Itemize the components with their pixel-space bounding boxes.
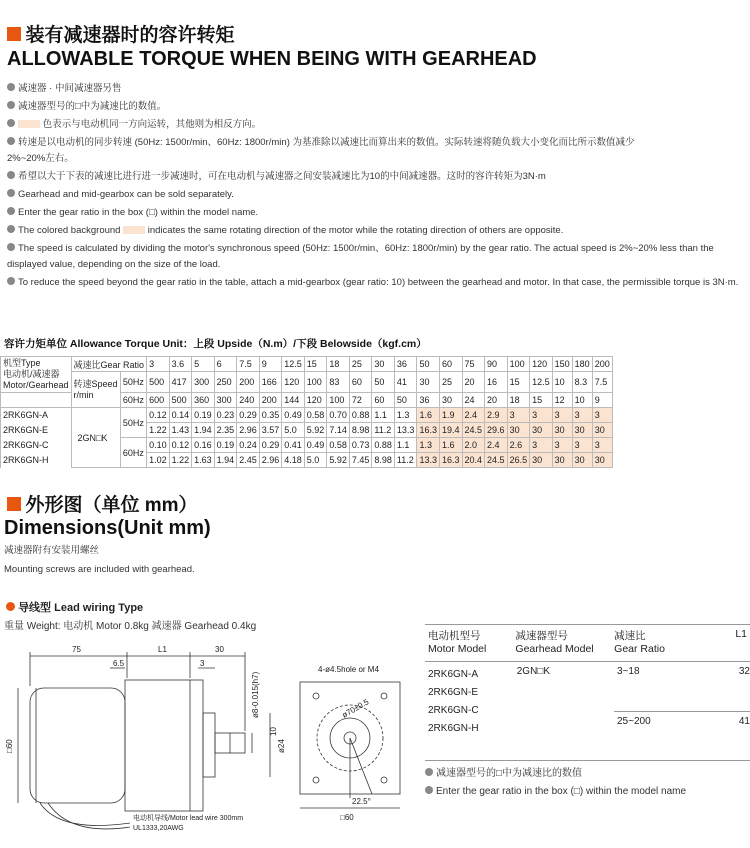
bullet-icon [7, 101, 15, 109]
torque-cell: 2.6 [507, 438, 530, 453]
model-cell: 2RK6GN-A [1, 408, 72, 423]
section2-title-row [7, 490, 198, 517]
ratio-cell: 90 [485, 357, 508, 372]
col-models: 2RK6GN-A 2RK6GN-E 2RK6GN-C 2RK6GN-H [428, 669, 479, 734]
speed-cell: 20 [462, 372, 485, 393]
hdr-ratio: 减速比 Gear Ratio [614, 630, 665, 655]
torque-cell: 1.02 [147, 453, 170, 468]
note-line: 减速器型号的□中为减速比的数值。 [7, 100, 747, 114]
torque-cell: 3 [592, 408, 612, 423]
gearhead-body [125, 680, 203, 811]
note-line: To reduce the speed beyond the gear ratio in the table, attach a mid-gearbox (gear ratio: 10) between the gearhead and motor. In that case, the permissible torque is 3N·m. [7, 276, 747, 290]
dim-shaft: ø8-0.015(h7) [251, 671, 260, 718]
torque-cell: 1.1 [372, 408, 395, 423]
bullet-icon [7, 137, 15, 145]
torque-table-wrap [0, 356, 613, 468]
weight-line: 重量 Weight: 电动机 Motor 0.8kg 减速器 Gearhead 0.4kg [4, 621, 257, 632]
ratio-cell: 9 [259, 357, 282, 372]
speed-cell: 120 [282, 372, 305, 393]
dim-sq60: □60 [340, 813, 354, 822]
torque-cell: 30 [530, 423, 553, 438]
bullet-icon [7, 119, 15, 127]
torque-cell: 3 [572, 438, 592, 453]
torque-cell: 1.9 [439, 408, 462, 423]
ratio-cell: 30 [372, 357, 395, 372]
speed-cell: 18 [507, 393, 530, 408]
ratio-cell: 120 [530, 357, 553, 372]
torque-cell: 0.73 [349, 438, 372, 453]
speed-cell: 24 [462, 393, 485, 408]
dim-l1: L1 [158, 645, 167, 654]
section2-note-en: Mounting screws are included with gearhead. [4, 564, 195, 575]
bullet-icon [425, 768, 433, 776]
section1-title-en: ALLOWABLE TORQUE WHEN BEING WITH GEARHEAD [7, 48, 537, 70]
speed-cell: 10 [552, 372, 572, 393]
torque-cell: 1.3 [394, 408, 417, 423]
torque-cell: 1.6 [417, 408, 440, 423]
torque-cell: 4.18 [282, 453, 305, 468]
torque-cell: 5.92 [327, 453, 350, 468]
torque-cell: 0.23 [214, 408, 237, 423]
torque-cell: 1.63 [192, 453, 215, 468]
torque-cell: 1.94 [214, 453, 237, 468]
speed-cell: 20 [485, 393, 508, 408]
speed-cell: 7.5 [592, 372, 612, 393]
speed-cell: 300 [192, 372, 215, 393]
torque-cell: 8.98 [372, 453, 395, 468]
lead-wiring-title: 导线型 Lead wiring Type [6, 599, 143, 615]
bullet-icon [7, 277, 15, 285]
bullet-icon [7, 189, 15, 197]
ratio-cell: 150 [552, 357, 572, 372]
speed-cell: 9 [592, 393, 612, 408]
section1-title-cn: 装有减速器时的容许转矩 [25, 25, 235, 46]
dim-hole: 4-ø4.5hole or M4 [318, 665, 379, 674]
speed-cell: 60 [349, 372, 372, 393]
torque-cell: 16.3 [439, 453, 462, 468]
orange-dot-icon [6, 602, 15, 611]
dim-75: 75 [72, 645, 81, 654]
speed-cell: 8.3 [572, 372, 592, 393]
speed-cell: 25 [439, 372, 462, 393]
torque-cell: 11.2 [372, 423, 395, 438]
speed-cell: 15 [530, 393, 553, 408]
torque-cell: 30 [572, 423, 592, 438]
torque-cell: 2.96 [259, 453, 282, 468]
torque-cell: 1.3 [417, 438, 440, 453]
ratio-cell: 36 [394, 357, 417, 372]
speed-cell: 50 [394, 393, 417, 408]
speed-cell: 300 [214, 393, 237, 408]
dim-angle: 22.5° [352, 797, 371, 806]
torque-cell: 0.49 [282, 408, 305, 423]
torque-cell: 13.3 [394, 423, 417, 438]
dim-3: 3 [200, 659, 205, 668]
torque-unit-line: 容许力矩单位 Allowance Torque Unit：上段 Upside（N.m）/下段 Belowside（kgf.cm） [4, 338, 427, 350]
torque-table [0, 356, 613, 468]
freq-cell: 60Hz [120, 438, 146, 468]
speed-cell: 250 [214, 372, 237, 393]
torque-cell: 0.12 [147, 408, 170, 423]
torque-cell: 8.98 [349, 423, 372, 438]
torque-cell: 30 [552, 453, 572, 468]
torque-cell: 0.24 [237, 438, 260, 453]
section2-title-cn: 外形图（单位 mm） [25, 495, 198, 516]
motor-body [30, 688, 125, 803]
dim-24: ø24 [277, 739, 286, 753]
ratio-row: 25~200 41 [617, 716, 750, 727]
torque-cell: 11.2 [394, 453, 417, 468]
torque-cell: 1.43 [169, 423, 192, 438]
awg-label: UL1333,20AWG [133, 825, 184, 832]
table-row [1, 408, 613, 423]
model-cell: 2RK6GN-H [1, 453, 72, 468]
col-ratio-l1 [614, 662, 750, 760]
note-line: The colored background indicates the same rotating direction of the motor while the rotating direction of others are opposite. [7, 224, 747, 238]
ratio-cell: 180 [572, 357, 592, 372]
torque-cell: 0.19 [192, 408, 215, 423]
note-line: 转速是以电动机的同步转速 (50Hz: 1500r/min、60Hz: 1800r/min) 为基准除以减速比而算出来的数值。实际转速将随负载大小变化而比所示数值减少 [7, 136, 747, 150]
torque-cell: 3 [530, 408, 553, 423]
freq-cell: 50Hz [120, 408, 146, 438]
torque-cell: 0.29 [237, 408, 260, 423]
hdr-l1: L1 [735, 628, 747, 640]
torque-cell: 5.0 [282, 423, 305, 438]
ratio-cell: 6 [214, 357, 237, 372]
bullet-icon [7, 83, 15, 91]
ratio-cell: 50 [417, 357, 440, 372]
torque-cell: 3 [552, 408, 572, 423]
torque-cell: 29.6 [485, 423, 508, 438]
speed-cell: 15 [507, 372, 530, 393]
dim-6-5: 6.5 [113, 659, 125, 668]
color-swatch [123, 226, 145, 234]
orange-square-icon [7, 497, 21, 511]
torque-cell: 0.14 [169, 408, 192, 423]
ratio-row: 3~18 32 [614, 662, 750, 712]
torque-cell: 2.45 [237, 453, 260, 468]
freq-cell: 50Hz [120, 372, 146, 393]
speed-cell: 200 [237, 372, 260, 393]
speed-cell: 120 [304, 393, 327, 408]
dim-pcd: ø70±0.5 [340, 697, 371, 720]
speed-cell: 240 [237, 393, 260, 408]
note-line: 减速器 · 中间减速器另售 [7, 82, 747, 96]
speed-cell: 72 [349, 393, 372, 408]
ratio-cell: 3.6 [169, 357, 192, 372]
torque-cell: 0.49 [304, 438, 327, 453]
torque-cell: 3 [507, 408, 530, 423]
torque-cell: 0.88 [349, 408, 372, 423]
color-swatch [18, 120, 40, 128]
dim-30: 30 [215, 645, 224, 654]
right-note-cn: 减速器型号的□中为减速比的数值 [425, 767, 750, 781]
torque-cell: 3 [552, 438, 572, 453]
speed-cell: 36 [417, 393, 440, 408]
table-row [1, 372, 613, 393]
torque-cell: 0.35 [259, 408, 282, 423]
model-table-wrap [425, 624, 750, 799]
dimension-drawing [0, 638, 420, 848]
hdr-motor: 电动机型号 Motor Model [428, 630, 487, 655]
torque-cell: 3 [530, 438, 553, 453]
note-line: 2%~20%左右。 [7, 153, 74, 164]
speed-cell: 41 [394, 372, 417, 393]
note-line: 希望以大于下表的减速比进行进一步减速时，可在电动机与减速器之间安装减速比为10的中间减速器。这时的容许转矩为3N·m [7, 170, 747, 184]
torque-cell: 30 [507, 423, 530, 438]
ratio-cell: 25 [349, 357, 372, 372]
speed-cell: 100 [327, 393, 350, 408]
hdr-type-cell: 机型Type 电动机/减速器 Motor/Gearhead [1, 357, 72, 393]
torque-cell: 1.22 [147, 423, 170, 438]
col-gearhead: 2GN□K [516, 666, 551, 677]
torque-cell: 0.58 [304, 408, 327, 423]
speed-cell: 166 [259, 372, 282, 393]
torque-cell: 1.1 [394, 438, 417, 453]
torque-cell: 0.12 [169, 438, 192, 453]
dim-10: 10 [269, 727, 278, 736]
bullet-icon [425, 786, 433, 794]
torque-cell: 30 [592, 453, 612, 468]
torque-cell: 0.16 [192, 438, 215, 453]
ratio-cell: 15 [304, 357, 327, 372]
torque-cell: 24.5 [462, 423, 485, 438]
speed-cell: 600 [147, 393, 170, 408]
lead-wire-label: 电动机导线/Motor lead wire 300mm [133, 815, 244, 822]
torque-cell: 3 [572, 408, 592, 423]
ratio-cell: 12.5 [282, 357, 305, 372]
torque-cell: 5.92 [304, 423, 327, 438]
speed-cell: 12.5 [530, 372, 553, 393]
speed-cell: 30 [417, 372, 440, 393]
torque-cell: 26.5 [507, 453, 530, 468]
ratio-cell: 18 [327, 357, 350, 372]
model-cell: 2RK6GN-C [1, 438, 72, 453]
note-line: The speed is calculated by dividing the motor's synchronous speed (50Hz: 1500r/min、60Hz: 1800r/min) by the gear ratio. The actual speed is 2%~20% less than the [7, 242, 747, 256]
hdr-gearhead: 减速器型号 Gearhead Model [515, 630, 594, 655]
speed-cell: 60 [372, 393, 395, 408]
torque-cell: 1.22 [169, 453, 192, 468]
bullet-icon [7, 243, 15, 251]
section1-notes [7, 82, 747, 290]
torque-cell: 19.4 [439, 423, 462, 438]
hdr-speed-cell: 转速Speed r/min [71, 372, 120, 408]
torque-cell: 2.4 [485, 438, 508, 453]
ratio-cell: 75 [462, 357, 485, 372]
torque-cell: 30 [530, 453, 553, 468]
torque-cell: 2.9 [485, 408, 508, 423]
speed-cell: 16 [485, 372, 508, 393]
speed-cell: 50 [372, 372, 395, 393]
speed-cell: 30 [439, 393, 462, 408]
bullet-icon [7, 207, 15, 215]
note-line: Enter the gear ratio in the box (□) within the model name. [7, 206, 747, 220]
torque-cell: 30 [592, 423, 612, 438]
blank-cell [1, 393, 72, 408]
torque-cell: 20.4 [462, 453, 485, 468]
torque-cell: 0.70 [327, 408, 350, 423]
dim-90: □60 [5, 739, 14, 753]
right-note-en: Enter the gear ratio in the box (□) within the model name [425, 785, 750, 799]
torque-cell: 0.19 [214, 438, 237, 453]
torque-cell: 7.14 [327, 423, 350, 438]
freq-cell: 60Hz [120, 393, 146, 408]
bullet-icon [7, 171, 15, 179]
torque-cell: 5.0 [304, 453, 327, 468]
note-line: 色表示与电动机同一方向运转，其他则为相反方向。 [7, 118, 747, 132]
torque-cell: 3.57 [259, 423, 282, 438]
torque-cell: 13.3 [417, 453, 440, 468]
section2-title-en: Dimensions(Unit mm) [4, 517, 211, 539]
ratio-cell: 5 [192, 357, 215, 372]
torque-cell: 0.88 [372, 438, 395, 453]
ratio-cell: 7.5 [237, 357, 260, 372]
torque-cell: 1.6 [439, 438, 462, 453]
orange-square-icon [7, 27, 21, 41]
gearhead-cell: 2GN□K [71, 408, 120, 468]
speed-cell: 360 [192, 393, 215, 408]
speed-cell: 83 [327, 372, 350, 393]
hdr-ratio-cell: 减速比Gear Ratio [71, 357, 147, 372]
speed-cell: 417 [169, 372, 192, 393]
speed-cell: 144 [282, 393, 305, 408]
torque-cell: 7.45 [349, 453, 372, 468]
speed-cell: 12 [552, 393, 572, 408]
torque-cell: 3 [592, 438, 612, 453]
torque-cell: 2.35 [214, 423, 237, 438]
torque-cell: 2.0 [462, 438, 485, 453]
table-row [1, 357, 613, 372]
torque-cell: 16.3 [417, 423, 440, 438]
speed-cell: 100 [304, 372, 327, 393]
torque-cell: 24.5 [485, 453, 508, 468]
torque-cell: 30 [572, 453, 592, 468]
ratio-cell: 60 [439, 357, 462, 372]
model-cell: 2RK6GN-E [1, 423, 72, 438]
torque-cell: 0.10 [147, 438, 170, 453]
bullet-icon [7, 225, 15, 233]
torque-cell: 1.94 [192, 423, 215, 438]
note-line: displayed value, depending on the size of the load. [7, 259, 221, 270]
section1-title-row [7, 20, 234, 47]
torque-cell: 0.29 [259, 438, 282, 453]
speed-cell: 500 [147, 372, 170, 393]
note-line: Gearhead and mid-gearbox can be sold separately. [7, 188, 747, 202]
model-table-header [425, 624, 750, 662]
speed-cell: 500 [169, 393, 192, 408]
torque-cell: 0.58 [327, 438, 350, 453]
ratio-cell: 3 [147, 357, 170, 372]
torque-cell: 30 [552, 423, 572, 438]
ratio-cell: 100 [507, 357, 530, 372]
torque-cell: 0.41 [282, 438, 305, 453]
torque-cell: 2.96 [237, 423, 260, 438]
speed-cell: 10 [572, 393, 592, 408]
torque-cell: 2.4 [462, 408, 485, 423]
section2-note-cn: 减速器附有安装用螺丝 [4, 545, 100, 556]
speed-cell: 200 [259, 393, 282, 408]
ratio-cell: 200 [592, 357, 612, 372]
model-table-body [425, 662, 750, 761]
